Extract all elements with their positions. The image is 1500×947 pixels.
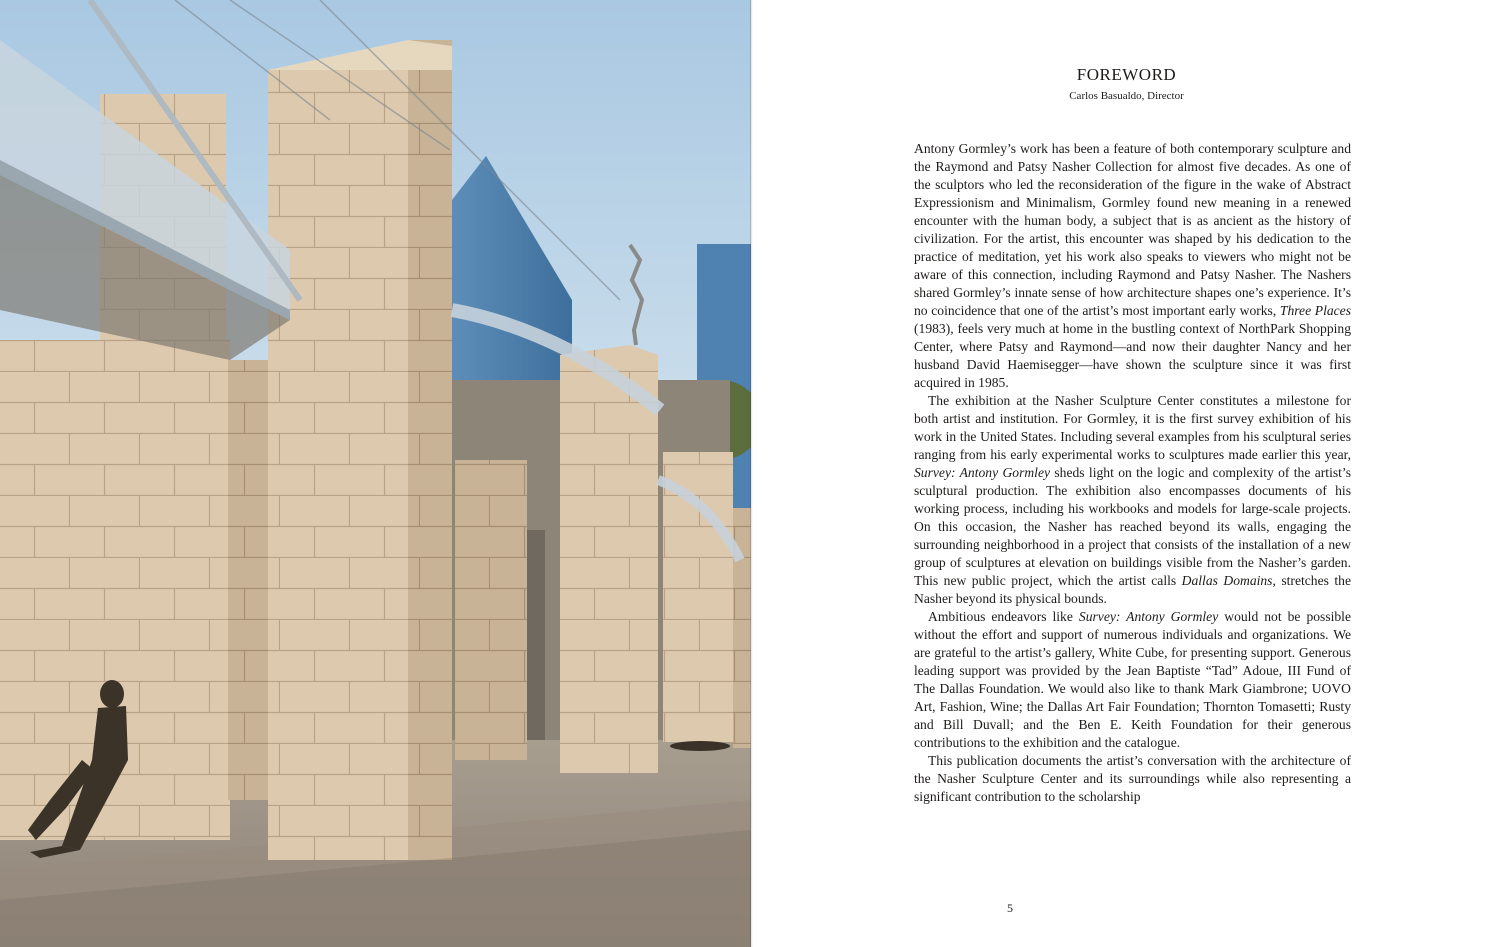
page-number: 5 — [1007, 901, 1013, 915]
paragraph-text: Antony Gormley’s work has been a feature of both contemporary sculpture and the Raymond and Patsy Nasher Collection for almost five decades. As one of the sculptors who led the reconsideration of the figure in the wake of Abstract Expressionism and Minimalism, Gormley found new meaning in a renewed encounter with the human body, a subject that is as ancient as the history of civilization. For the artist, this encounter was shaped by his dedication to the practice of meditation, yet his work also speaks to viewers who might not be aware of this connection, including Raymond and Patsy Nasher. The Nashers shared Gormley’s innate sense of how architecture shapes one’s experience. It’s no coincidence that one of the artist’s most important early works, — [914, 141, 1351, 318]
italic-title-text: Survey: Antony Gormley — [1078, 609, 1219, 624]
italic-title-text: Survey: Antony Gormley — [914, 465, 1051, 480]
paragraph-text: This publication documents the artist’s conversation with the architecture of the Nasher Sculpture Center and its surroundings while also representing a significant contribution to the scholarship — [914, 753, 1351, 804]
paragraph-text: Ambitious endeavors like — [928, 609, 1079, 624]
paragraph — [914, 608, 1351, 752]
foreword-body — [914, 140, 1351, 806]
paragraph-text: would not be possible without the effort and support of numerous individuals and organizations. We are grateful to the artist’s gallery, White Cube, for presenting support. Generous leading support was provided by the Jean Baptiste “Tad” Adoue, III Fund of The Dallas Foundation. We would also like to thank Mark Giambrone; UOVO Art, Fashion, Wine; the Dallas Art Fair Foundation; Thornton Tomasetti; Rusty and Bill Duvall; and the Ben E. Keith Foundation for their generous contributions to the exhibition and the catalogue. — [914, 609, 1351, 750]
paragraph — [914, 392, 1351, 608]
paragraph-text: sheds light on the logic and complexity of the artist’s sculptural production. The exhibition also encompasses documents of his working process, including his workbooks and models for large-scale projects. On this occasion, the Nasher has reached beyond its walls, engaging the surrounding neighborhood in a project that consists of the installation of a new group of sculptures at elevation on buildings visible from the Nasher’s garden. This new public project, which the artist calls — [914, 465, 1351, 588]
paragraph-text: , stretches the Nasher beyond its physical bounds. — [914, 573, 1351, 606]
text-page — [753, 0, 1500, 947]
paragraph-text: The exhibition at the Nasher Sculpture Center constitutes a milestone for both artist and institution. For Gormley, it is the first survey exhibition of his work in the United States. Including several examples from his sculptural series ranging from his early experimental works to sculptures made earlier this year, — [914, 393, 1351, 462]
paragraph-text: (1983), feels very much at home in the bustling context of NorthPark Shopping Center, where Patsy and Raymond—and now their daughter Nancy and her husband David Haemisegger—have shown the sculpture since it was first acquired in 1985. — [914, 321, 1351, 390]
heading-block — [753, 64, 1500, 104]
italic-title-text: Dallas Domains — [1181, 573, 1273, 588]
paragraph — [914, 752, 1351, 806]
paragraph — [914, 140, 1351, 392]
italic-title-text: Three Places — [1279, 303, 1351, 318]
byline: Carlos Basualdo, Director — [1069, 90, 1184, 102]
page-title: FOREWORD — [1076, 65, 1177, 84]
